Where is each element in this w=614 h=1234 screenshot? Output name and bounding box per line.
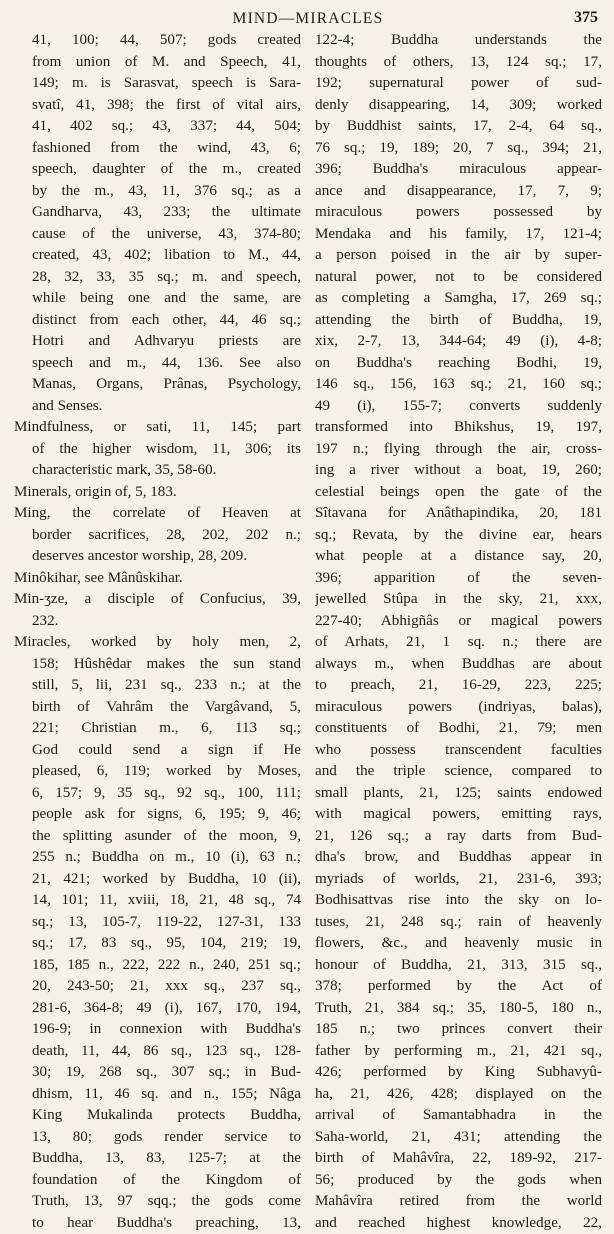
index-line: miraculous powers possessed by [315,202,602,224]
index-line: by the m., 43, 11, 376 sq.; as a [14,181,301,203]
index-line: Truth, 21, 384 sq.; 35, 180-5, 180 n., [315,998,602,1020]
index-line: 396; Buddha's miraculous appear- [315,159,602,181]
index-line: 56; produced by the gods when [315,1170,602,1192]
index-line: birth of Mahâvîra, 22, 189-92, 217- [315,1148,602,1170]
index-line: foundation of the Kingdom of [14,1170,301,1192]
index-line: Miracles, worked by holy men, 2, [14,632,301,654]
index-line: 158; Hûshêdar makes the sun stand [14,654,301,676]
index-line: created, 43, 402; libation to M., 44, [14,245,301,267]
index-line: dhism, 11, 46 sq. and n., 155; Nâga [14,1084,301,1106]
index-line: Truth, 13, 97 sqq.; the gods come [14,1191,301,1213]
index-line: ance and disappearance, 17, 7, 9; [315,181,602,203]
index-line: 221; Christian m., 6, 113 sq.; [14,718,301,740]
index-line: jewelled Stûpa in the sky, 21, xxx, [315,589,602,611]
index-line: speech and m., 44, 136. See also [14,353,301,375]
index-line: 197 n.; flying through the air, cross- [315,439,602,461]
index-line: while being one and the same, are [14,288,301,310]
index-line: ing a river without a boat, 19, 260; [315,460,602,482]
index-line: 192; supernatural power of sud- [315,73,602,95]
index-line: 28, 32, 33, 35 sq.; m. and speech, [14,267,301,289]
index-line: from union of M. and Speech, 41, [14,52,301,74]
index-line: of the higher wisdom, 11, 306; its [14,439,301,461]
index-line: 185, 185 n., 222, 222 n., 240, 251 sq.; [14,955,301,977]
index-line: deserves ancestor worship, 28, 209. [14,546,301,568]
index-line: God could send a sign if He [14,740,301,762]
index-line: Mahâvîra retired from the world [315,1191,602,1213]
index-line: with magical powers, emitting rays, [315,804,602,826]
index-line: 30; 19, 268 sq., 307 sq.; in Bud- [14,1062,301,1084]
index-line: sq.; Revata, by the divine ear, hears [315,525,602,547]
index-line: constituents of Bodhi, 21, 79; men [315,718,602,740]
index-line: attending the birth of Buddha, 19, [315,310,602,332]
index-line: 396; apparition of the seven- [315,568,602,590]
index-line: still, 5, lii, 231 sq., 233 n.; at the [14,675,301,697]
index-line: miraculous powers (indriyas, balas), [315,697,602,719]
index-line: father by performing m., 21, 421 sq., [315,1041,602,1063]
index-line: Minôkihar, see Mânûskihar. [14,568,301,590]
index-line: dha's brow, and Buddhas appear in [315,847,602,869]
index-line: what people at a distance say, 20, [315,546,602,568]
index-line: svatî, 41, 398; the first of vital airs, [14,95,301,117]
index-line: 76 sq.; 19, 189; 20, 7 sq., 394; 21, [315,138,602,160]
index-line: 378; performed by the Act of [315,976,602,998]
left-column [14,30,301,1234]
right-column [315,30,602,1234]
page-number: 375 [574,9,598,27]
index-line: 227-40; Abhigñâs or magical powers [315,611,602,633]
index-line: sq.; 13, 105-7, 119-22, 127-31, 133 [14,912,301,934]
index-line: 185 n.; two princes convert their [315,1019,602,1041]
index-line: 21, 126 sq.; a ray darts from Bud- [315,826,602,848]
index-line: 122-4; Buddha understands the [315,30,602,52]
index-line: to hear Buddha's preaching, 13, [14,1213,301,1234]
index-line: small plants, 21, 125; saints endowed [315,783,602,805]
index-line: who possess transcendent faculties [315,740,602,762]
index-line: Mendaka and his family, 17, 121-4; [315,224,602,246]
index-line: transformed into Bhikshus, 19, 197, [315,417,602,439]
index-line: a person poised in the air by super- [315,245,602,267]
index-line: xix, 2-7, 13, 344-64; 49 (i), 4-8; [315,331,602,353]
index-line: 13, 80; gods render service to [14,1127,301,1149]
index-line: the splitting asunder of the moon, 9, [14,826,301,848]
index-line: birth of Vahrâm the Vargâvand, 5, [14,697,301,719]
index-line: and the triple science, compared to [315,761,602,783]
index-line: and Senses. [14,396,301,418]
index-line: characteristic mark, 35, 58-60. [14,460,301,482]
index-line: 232. [14,611,301,633]
index-line: death, 11, 44, 86 sq., 123 sq., 128- [14,1041,301,1063]
index-line: natural power, not to be considered [315,267,602,289]
index-line: 146 sq., 156, 163 sq.; 21, 160 sq.; [315,374,602,396]
index-line: 149; m. is Sarasvat, speech is Sara- [14,73,301,95]
index-line: 281-6, 364-8; 49 (i), 167, 170, 194, [14,998,301,1020]
index-line: by Buddhist saints, 17, 2-4, 64 sq., [315,116,602,138]
index-line: myriads of worlds, 21, 231-6, 393; [315,869,602,891]
index-line: 14, 101; 11, xviii, 18, 21, 48 sq., 74 [14,890,301,912]
index-line: Buddha, 13, 83, 125-7; at the [14,1148,301,1170]
index-line: thoughts of others, 13, 124 sq.; 17, [315,52,602,74]
index-line: cause of the universe, 43, 374-80; [14,224,301,246]
index-line: 49 (i), 155-7; converts suddenly [315,396,602,418]
index-line: 41, 402 sq.; 43, 337; 44, 504; [14,116,301,138]
index-line: Min-ʒze, a disciple of Confucius, 39, [14,589,301,611]
index-line: people ask for signs, 6, 195; 9, 46; [14,804,301,826]
index-line: Sîtavana for Anâthapindika, 20, 181 [315,503,602,525]
running-head: MIND—MIRACLES [14,10,602,28]
index-line: border sacrifices, 28, 202, 202 n.; [14,525,301,547]
index-line: honour of Buddha, 21, 313, 315 sq., [315,955,602,977]
index-columns [14,30,602,1234]
index-line: flowers, &c., and heavenly music in [315,933,602,955]
index-line: ha, 21, 426, 428; displayed on the [315,1084,602,1106]
index-line: speech, daughter of the m., created [14,159,301,181]
index-line: sq.; 17, 83 sq., 95, 104, 219; 19, [14,933,301,955]
index-line: on Buddha's reaching Bodhi, 19, [315,353,602,375]
index-line: always m., when Buddhas are about [315,654,602,676]
index-line: of Arhats, 21, 1 sq. n.; there are [315,632,602,654]
index-line: Bodhisattvas rise into the sky on lo- [315,890,602,912]
index-line: 255 n.; Buddha on m., 10 (i), 63 n.; [14,847,301,869]
page-header [14,6,602,30]
index-line: arrival of Samantabhadra in the [315,1105,602,1127]
index-line: Mindfulness, or sati, 11, 145; part [14,417,301,439]
index-line: tuses, 21, 248 sq.; rain of heavenly [315,912,602,934]
index-line: 196-9; in connexion with Buddha's [14,1019,301,1041]
index-line: distinct from each other, 44, 46 sq.; [14,310,301,332]
index-line: 21, 421; worked by Buddha, 10 (ii), [14,869,301,891]
index-line: Hotri and Adhvaryu priests are [14,331,301,353]
index-line: Ming, the correlate of Heaven at [14,503,301,525]
index-line: and reached highest knowledge, 22, [315,1213,602,1234]
index-line: Saha-world, 21, 431; attending the [315,1127,602,1149]
index-line: fashioned from the wind, 43, 6; [14,138,301,160]
index-line: Minerals, origin of, 5, 183. [14,482,301,504]
index-line: pleased, 6, 119; worked by Moses, [14,761,301,783]
index-line: denly disappearing, 14, 309; worked [315,95,602,117]
index-line: as completing a Samgha, 17, 269 sq.; [315,288,602,310]
index-line: King Mukalinda protects Buddha, [14,1105,301,1127]
index-line: 426; performed by King Subhavyû- [315,1062,602,1084]
index-line: to preach, 21, 16-29, 223, 225; [315,675,602,697]
index-line: 41, 100; 44, 507; gods created [14,30,301,52]
index-line: 20, 243-50; 21, xxx sq., 237 sq., [14,976,301,998]
index-line: 6, 157; 9, 35 sq., 92 sq., 100, 111; [14,783,301,805]
index-line: celestial beings open the gate of the [315,482,602,504]
index-line: Manas, Organs, Prânas, Psychology, [14,374,301,396]
index-line: Gandharva, 43, 233; the ultimate [14,202,301,224]
